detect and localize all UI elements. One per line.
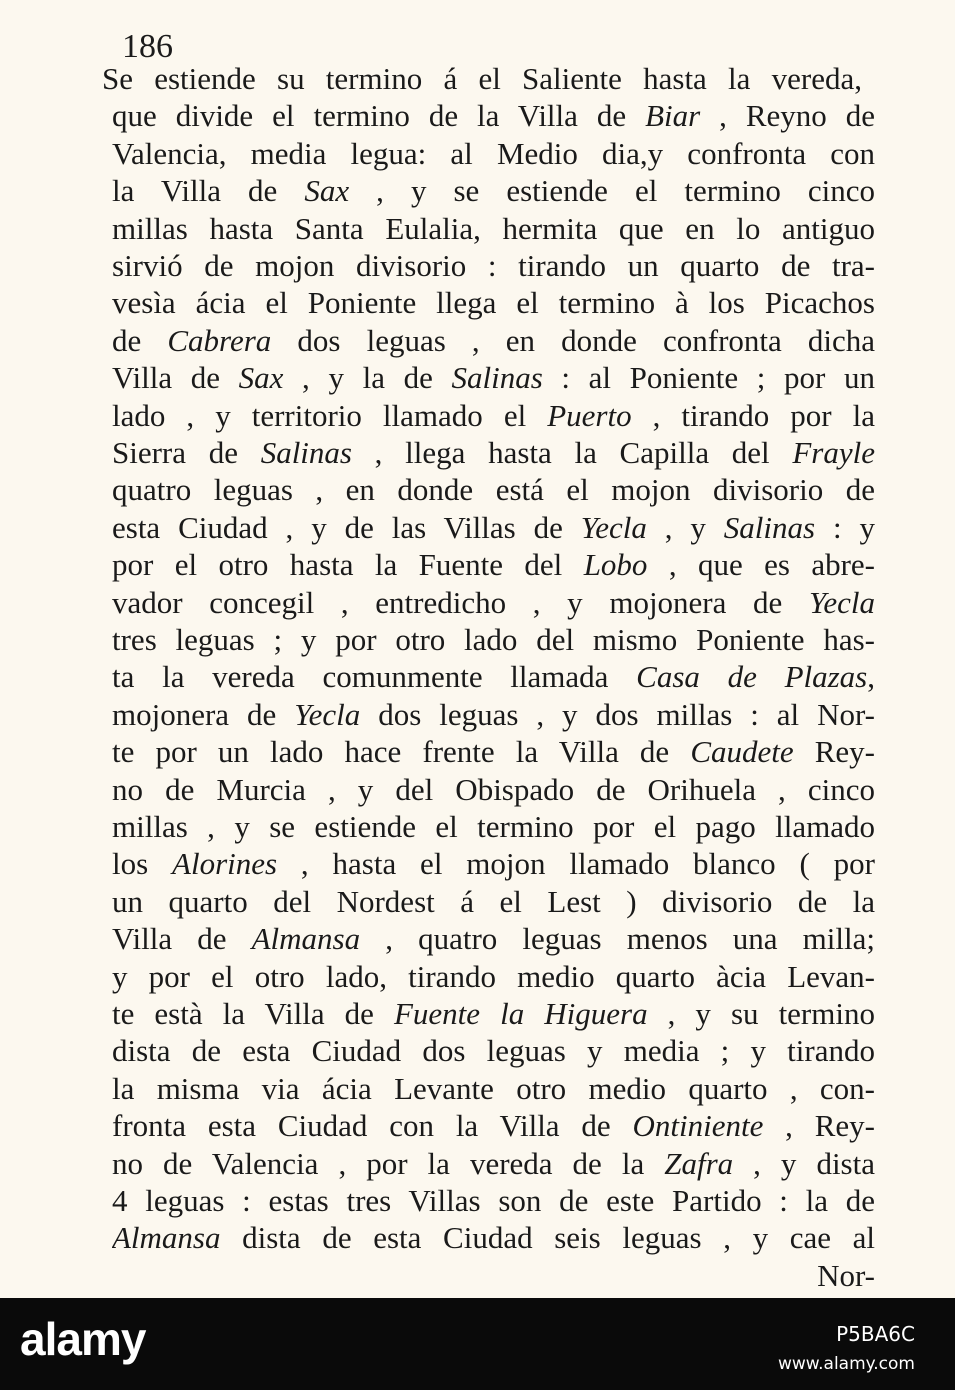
place-name: Yecla: [808, 585, 875, 620]
text-segment: y por el otro lado, tirando medio quarto àcia Levan-: [112, 959, 875, 994]
text-segment: , hasta el mojon llamado blanco ( por: [277, 846, 875, 881]
text-line: [112, 322, 875, 359]
text-line: [112, 920, 875, 957]
text-line: [112, 584, 875, 621]
text-line: [112, 883, 875, 920]
text-segment: por el otro hasta la Fuente del: [112, 547, 584, 582]
text-line: [112, 1219, 875, 1256]
text-line: [112, 1145, 875, 1182]
text-line: [112, 733, 875, 770]
text-line: [112, 696, 875, 733]
place-name: Salinas: [451, 360, 543, 395]
text-line: [112, 172, 875, 209]
text-segment: fronta esta Ciudad con la Villa de: [112, 1108, 633, 1143]
text-line: [112, 135, 875, 172]
text-segment: de: [112, 323, 168, 358]
text-segment: , llega hasta la Capilla del: [351, 435, 793, 470]
text-segment: : y: [815, 510, 875, 545]
text-segment: 4 leguas : estas tres Villas son de este Partido : la de: [112, 1183, 875, 1218]
place-name: Almansa: [251, 921, 361, 956]
text-line: [112, 284, 875, 321]
text-segment: Rey-: [793, 734, 875, 769]
text-line: [112, 621, 875, 658]
image-id: P5BA6C: [836, 1322, 915, 1346]
text-segment: Villa de: [112, 360, 239, 395]
text-segment: , y la de: [283, 360, 452, 395]
place-name: Almansa: [112, 1220, 221, 1255]
text-segment: , y dista: [733, 1146, 875, 1181]
text-segment: tres leguas ; y por otro lado del mismo Poniente has-: [112, 622, 875, 657]
text-line: [112, 1070, 875, 1107]
text-segment: te por un lado hace frente la Villa de: [112, 734, 691, 769]
text-line: [112, 808, 875, 845]
text-segment: Nor-: [817, 1258, 875, 1293]
text-segment: dista de esta Ciudad dos leguas y media ; y tirando: [112, 1033, 875, 1068]
text-segment: no de Valencia , por la vereda de la: [112, 1146, 665, 1181]
text-segment: los: [112, 846, 173, 881]
text-line: [112, 1107, 875, 1144]
text-segment: , Rey-: [763, 1108, 875, 1143]
text-line: [112, 845, 875, 882]
place-name: Salinas: [260, 435, 352, 470]
stock-footer-bar: [0, 1298, 955, 1390]
text-segment: : al Poniente ; por un: [542, 360, 875, 395]
footer-url: www.alamy.com: [777, 1354, 915, 1374]
text-line: [112, 210, 875, 247]
text-segment: , y se estiende el termino cinco: [349, 173, 875, 208]
place-name: Zafra: [664, 1146, 734, 1181]
place-name: Yecla: [294, 697, 361, 732]
place-name: Ontiniente: [632, 1108, 764, 1143]
text-segment: que divide el termino de la Villa de: [112, 98, 646, 133]
text-segment: vesìa ácia el Poniente llega el termino à los Picachos: [112, 285, 875, 320]
text-segment: vador concegil , entredicho , y mojonera de: [112, 585, 809, 620]
place-name: Yecla: [580, 510, 647, 545]
text-segment: la misma via ácia Levante otro medio quarto , con-: [112, 1071, 875, 1106]
text-line: [112, 771, 875, 808]
text-segment: sirvió de mojon divisorio : tirando un quarto de tra-: [112, 248, 875, 283]
text-segment: la Villa de: [112, 173, 305, 208]
text-segment: un quarto del Nordest á el Lest ) divisorio de la: [112, 884, 875, 919]
text-segment: millas , y se estiende el termino por el pago llamado: [112, 809, 875, 844]
page-number: 186: [122, 28, 173, 65]
text-segment: , que es abre-: [647, 547, 875, 582]
text-segment: dos leguas , en donde confronta dicha: [271, 323, 875, 358]
text-segment: Villa de: [112, 921, 252, 956]
place-name: Caudete: [690, 734, 794, 769]
text-segment: dista de esta Ciudad seis leguas , y cae al: [220, 1220, 875, 1255]
place-name: Sax: [238, 360, 284, 395]
text-line: [112, 509, 875, 546]
text-line: [112, 359, 875, 396]
text-line: [112, 471, 875, 508]
place-name: Fuente la Higuera: [393, 996, 648, 1031]
place-name: Lobo: [583, 547, 648, 582]
text-segment: millas hasta Santa Eulalia, hermita que en lo antiguo: [112, 211, 875, 246]
alamy-logo: alamy: [20, 1313, 146, 1365]
text-line: [112, 1182, 875, 1219]
place-name: Biar: [645, 98, 701, 133]
text-segment: te està la Villa de: [112, 996, 394, 1031]
text-line: [112, 546, 875, 583]
place-name: Sax: [304, 173, 350, 208]
text-line: [112, 247, 875, 284]
place-name: Casa de Plazas: [636, 659, 868, 694]
text-segment: no de Murcia , y del Obispado de Orihuela , cinco: [112, 772, 875, 807]
text-segment: ,: [867, 659, 875, 694]
text-line: [112, 658, 875, 695]
text-segment: , quatro leguas menos una milla;: [360, 921, 875, 956]
text-segment: dos leguas , y dos millas : al Nor-: [360, 697, 875, 732]
place-name: Frayle: [792, 435, 875, 470]
text-line: [112, 97, 875, 134]
text-segment: , y: [646, 510, 724, 545]
text-segment: mojonera de: [112, 697, 295, 732]
text-segment: , tirando por la: [631, 398, 875, 433]
text-segment: , Reyno de: [700, 98, 875, 133]
text-segment: , y su termino: [647, 996, 875, 1031]
text-line: [112, 1257, 875, 1294]
text-segment: Se estiende su termino á el Saliente hasta la vereda,: [102, 61, 862, 96]
text-line: [112, 434, 875, 471]
text-segment: esta Ciudad , y de las Villas de: [112, 510, 581, 545]
text-segment: ta la vereda comunmente llamada: [112, 659, 637, 694]
place-name: Cabrera: [167, 323, 272, 358]
text-line: [102, 60, 862, 97]
place-name: Alorines: [172, 846, 278, 881]
text-segment: lado , y territorio llamado el: [112, 398, 548, 433]
text-segment: quatro leguas , en donde está el mojon divisorio de: [112, 472, 875, 507]
text-line: [112, 995, 875, 1032]
text-segment: Valencia, media legua: al Medio dia,y confronta con: [112, 136, 875, 171]
text-line: [112, 958, 875, 995]
text-segment: Sierra de: [112, 435, 261, 470]
text-line: [112, 397, 875, 434]
text-line: [112, 1032, 875, 1069]
place-name: Puerto: [547, 398, 632, 433]
place-name: Salinas: [723, 510, 816, 545]
